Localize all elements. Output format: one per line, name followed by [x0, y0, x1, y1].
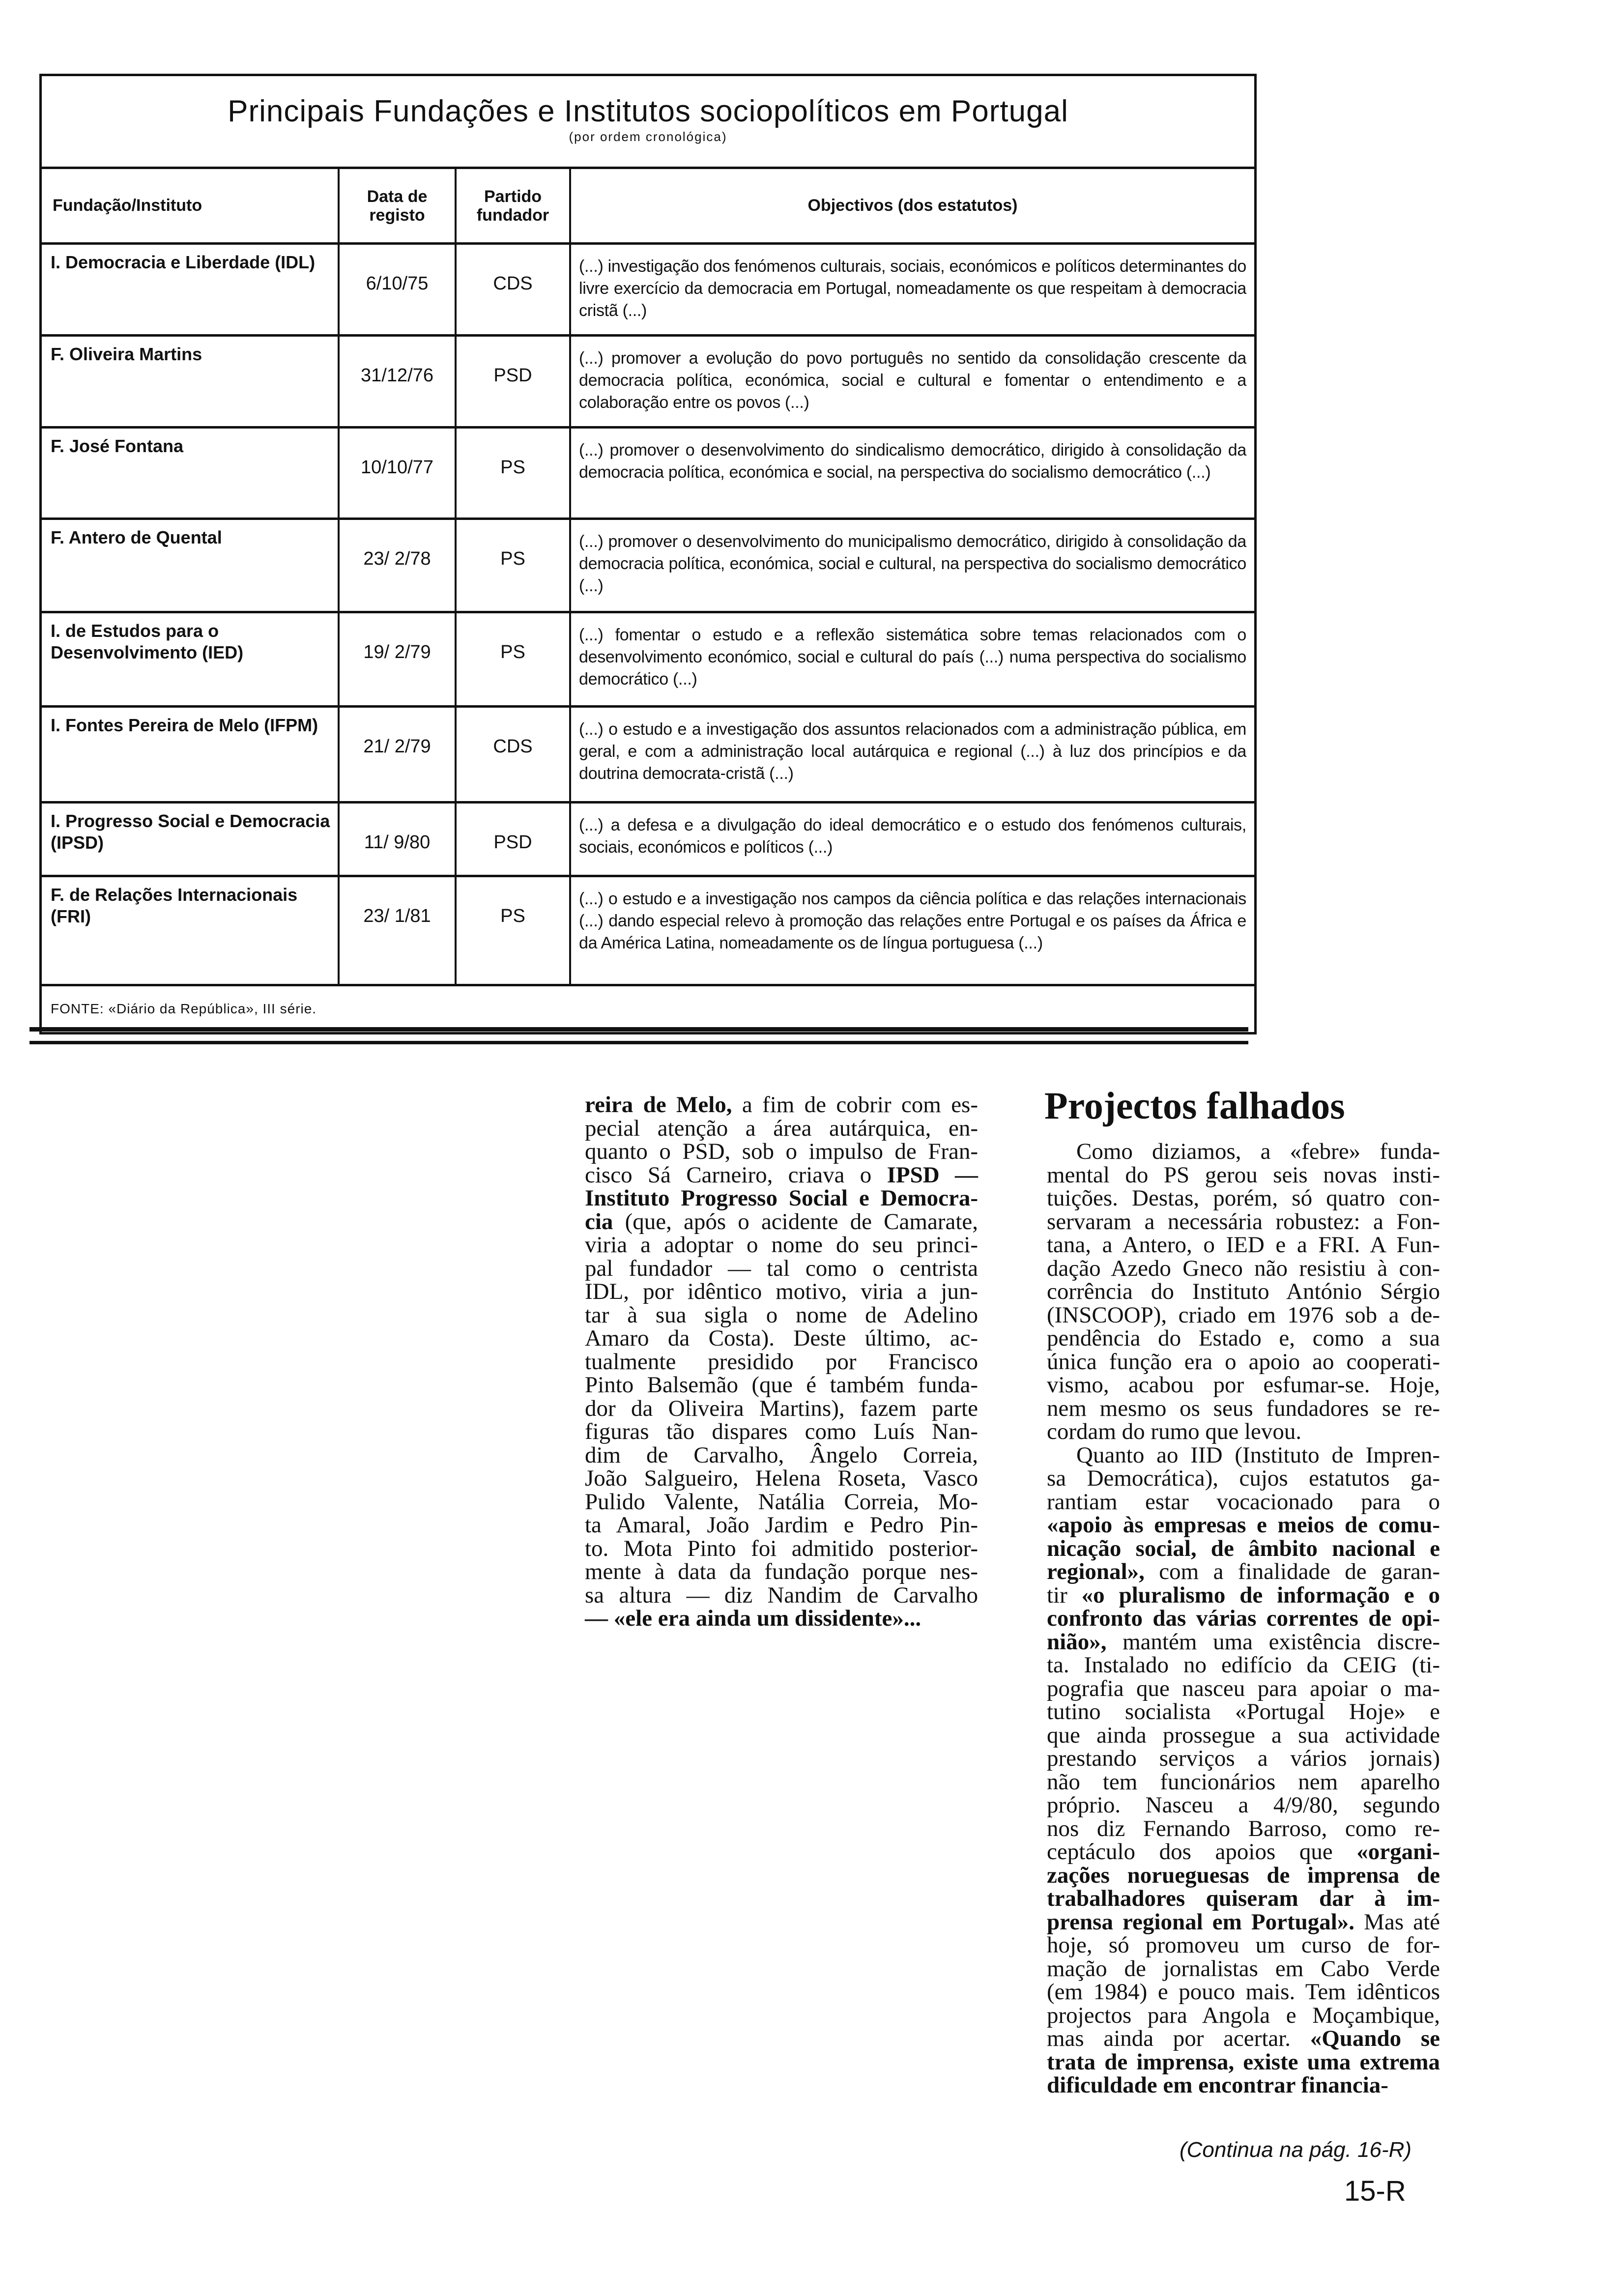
- foundation-name: F. de Relações Internacionais (FRI): [42, 877, 340, 984]
- text-line: [1047, 1327, 1440, 1350]
- table-row: [42, 245, 1254, 337]
- text-line: [1047, 1560, 1440, 1584]
- registration-date: 21/ 2/79: [340, 708, 457, 801]
- text-line: [1047, 2051, 1440, 2074]
- registration-date: 23/ 1/81: [340, 877, 457, 984]
- text-line: [1047, 1700, 1440, 1724]
- text-line: [1047, 1980, 1440, 2004]
- text-run: «o pluralismo de informação e o: [1081, 1582, 1440, 1608]
- text-run: prensa regional em Portugal».: [1047, 1909, 1355, 1935]
- text-run: nicação social, de âmbito nacional e: [1047, 1535, 1440, 1561]
- text-line: [585, 1140, 978, 1164]
- table-row: [42, 520, 1254, 613]
- text-run: cisco Sá Carneiro, criava o: [585, 1162, 887, 1188]
- text-run: mental do PS gerou seis novas insti-: [1047, 1162, 1440, 1188]
- founding-party: PSD: [457, 337, 571, 426]
- text-line: [1047, 1724, 1440, 1748]
- text-run: Como diziamos, a «febre» funda-: [1076, 1139, 1440, 1164]
- registration-date: 11/ 9/80: [340, 804, 457, 875]
- text-run: nos diz Fernando Barroso, como re-: [1047, 1815, 1440, 1841]
- text-line: [1047, 2027, 1440, 2051]
- founding-party: PS: [457, 520, 571, 611]
- text-line: [1047, 1420, 1440, 1444]
- text-line: [1047, 1957, 1440, 1981]
- text-run: Instituto Progresso Social e Democra-: [585, 1185, 978, 1211]
- text-line: [1047, 2004, 1440, 2028]
- text-run: pendência do Estado e, como a sua: [1047, 1325, 1440, 1351]
- foundation-name: I. Progresso Social e Democracia (IPSD): [42, 804, 340, 875]
- registration-date: 31/12/76: [340, 337, 457, 426]
- table-row: [42, 804, 1254, 877]
- text-line: [585, 1210, 978, 1234]
- foundation-name: I. Fontes Pereira de Melo (IFPM): [42, 708, 340, 801]
- text-run: nião»,: [1047, 1629, 1107, 1655]
- text-line: [1047, 1304, 1440, 1327]
- text-line: [1047, 1140, 1440, 1164]
- text-run: figuras tão dispares como Luís Nan-: [585, 1419, 978, 1444]
- text-run: «apoio às empresas e meios de comu-: [1047, 1512, 1440, 1538]
- table-source: FONTE: «Diário da República», III série.: [51, 1001, 317, 1016]
- text-run: dificuldade em encontrar financia-: [1047, 2072, 1388, 2098]
- text-run: hoje, só promoveu um curso de for-: [1047, 1932, 1440, 1958]
- text-run: não tem funcionários nem aparelho: [1047, 1769, 1440, 1795]
- text-run: pografia que nasceu para apoiar o ma-: [1047, 1675, 1440, 1701]
- text-line: [1047, 1794, 1440, 1817]
- text-line: [585, 1164, 978, 1187]
- text-run: dação Azedo Gneco não resistiu à con-: [1047, 1255, 1440, 1281]
- objective-text: (...) promover a evolução do povo português no sentido da consolidação crescente da democracia política, económica, social e cultural e fomentar o entendimento e a colaboração entre os povos (...): [579, 349, 1246, 412]
- text-run: Pulido Valente, Natália Correia, Mo-: [585, 1489, 978, 1515]
- text-line: [1047, 1491, 1440, 1514]
- text-run: confronto das várias correntes de opi-: [1047, 1606, 1440, 1631]
- article-column-left: [585, 1093, 978, 1631]
- text-line: [585, 1584, 978, 1607]
- header-objectives: Objectivos (dos estatutos): [807, 196, 1018, 215]
- text-run: quanto o PSD, sob o impulso de Fran-: [585, 1139, 978, 1164]
- text-line: [585, 1397, 978, 1421]
- section-heading: Projectos falhados: [1044, 1084, 1345, 1127]
- table-row: [42, 877, 1254, 986]
- text-run: nem mesmo os seus fundadores se re-: [1047, 1395, 1440, 1421]
- text-line: [1047, 1467, 1440, 1491]
- text-line: [1047, 1350, 1440, 1374]
- table-header-row: [42, 169, 1254, 245]
- text-run: «Quando se: [1310, 2026, 1440, 2051]
- text-line: [585, 1444, 978, 1467]
- founding-party: PS: [457, 429, 571, 517]
- text-line: [1047, 1514, 1440, 1537]
- foundation-name: F. José Fontana: [42, 429, 340, 517]
- text-run: Mas até: [1354, 1909, 1440, 1935]
- text-run: mação de jornalistas em Cabo Verde: [1047, 1955, 1440, 1981]
- text-line: [1047, 1747, 1440, 1771]
- text-line: [1047, 1444, 1440, 1467]
- text-run: com a finalidade de garan-: [1144, 1559, 1440, 1584]
- text-run: (que, após o acidente de Camarate,: [613, 1208, 978, 1234]
- text-line: [1047, 1864, 1440, 1888]
- text-line: [585, 1117, 978, 1141]
- registration-date: 19/ 2/79: [340, 613, 457, 705]
- text-run: tana, a Antero, o IED e a FRI. A Fun-: [1047, 1232, 1440, 1258]
- text-run: próprio. Nasceu a 4/9/80, segundo: [1047, 1792, 1440, 1818]
- text-line: [585, 1280, 978, 1304]
- foundation-name: I. Democracia e Liberdade (IDL): [42, 245, 340, 334]
- text-line: [585, 1514, 978, 1537]
- objective-text: (...) investigação dos fenómenos culturais, sociais, económicos e políticos determinantes do livre exercício da democracia em Portugal, nomeadamente os que respeitam à democracia cristã (...): [579, 257, 1246, 320]
- text-run: ta Amaral, João Jardim e Pedro Pin-: [585, 1512, 978, 1538]
- text-run: João Salgueiro, Helena Roseta, Vasco: [585, 1465, 978, 1491]
- objective-text: (...) promover o desenvolvimento do municipalismo democrático, dirigido à consolidação da democracia política, económica, social e cultural, na perspectiva do socialismo democrático (...): [579, 532, 1246, 595]
- text-run: mente à data da fundação porque nes-: [585, 1559, 978, 1584]
- founding-party: PSD: [457, 804, 571, 875]
- founding-party: PS: [457, 613, 571, 705]
- text-run: trata de imprensa, existe uma extrema: [1047, 2049, 1440, 2075]
- header-date: Data de registo: [340, 169, 457, 242]
- text-line: [1047, 1631, 1440, 1654]
- text-line: [1047, 1374, 1440, 1397]
- text-run: mantém uma existência discre-: [1106, 1629, 1440, 1655]
- table-body: [42, 245, 1254, 986]
- divider-rule: [29, 1041, 1248, 1044]
- text-run: tar à sua sigla o nome de Adelino: [585, 1302, 978, 1328]
- text-run: servaram a necessária robustez: a Fon-: [1047, 1208, 1440, 1234]
- text-run: to. Mota Pinto foi admitido posterior-: [585, 1535, 978, 1561]
- text-line: [1047, 1817, 1440, 1841]
- text-run: única função era o apoio ao cooperati-: [1047, 1349, 1440, 1375]
- text-run: Quanto ao IID (Instituto de Impren-: [1076, 1442, 1440, 1468]
- text-run: dim de Carvalho, Ângelo Correia,: [585, 1442, 978, 1468]
- text-line: [1047, 1771, 1440, 1794]
- text-run: rantiam estar vocacionado para o: [1047, 1489, 1440, 1515]
- text-run: trabalhadores quiseram dar à im-: [1047, 1886, 1440, 1911]
- text-run: — «ele era ainda um dissidente»...: [585, 1606, 921, 1631]
- registration-date: 6/10/75: [340, 245, 457, 334]
- table-subtitle: (por ordem cronológica): [569, 129, 727, 144]
- founding-party: CDS: [457, 245, 571, 334]
- text-line: [585, 1327, 978, 1350]
- header-party: Partido fundador: [457, 169, 571, 242]
- text-line: [1047, 1234, 1440, 1257]
- text-run: regional»,: [1047, 1559, 1145, 1584]
- text-line: [1047, 1840, 1440, 1864]
- founding-party: PS: [457, 877, 571, 984]
- text-run: (em 1984) e pouco mais. Tem idênticos: [1047, 1979, 1440, 2005]
- text-line: [1047, 1210, 1440, 1234]
- text-run: projectos para Angola e Moçambique,: [1047, 2002, 1440, 2028]
- text-run: a fim de cobrir com es-: [732, 1092, 978, 1118]
- text-line: [1047, 1257, 1440, 1281]
- text-run: mas ainda por acertar.: [1047, 2026, 1310, 2051]
- text-run: IPSD —: [887, 1162, 978, 1188]
- text-run: tuições. Destas, porém, só quatro con-: [1047, 1185, 1440, 1211]
- text-run: (INSCOOP), criado em 1976 sob a de-: [1047, 1302, 1440, 1328]
- text-run: sa altura — diz Nandim de Carvalho: [585, 1582, 978, 1608]
- text-run: prestando serviços a vários jornais): [1047, 1746, 1440, 1771]
- text-run: tutino socialista «Portugal Hoje» e: [1047, 1699, 1440, 1724]
- registration-date: 10/10/77: [340, 429, 457, 517]
- text-line: [585, 1607, 978, 1631]
- table-row: [42, 613, 1254, 708]
- objective-text: (...) o estudo e a investigação dos assuntos relacionados com a administração pública, em geral, e com a administração local autárquica e regional (...) à luz dos princípios e da doutrina democrata-cristã (...): [579, 720, 1246, 783]
- table-row: [42, 337, 1254, 429]
- text-run: Amaro da Costa). Deste último, ac-: [585, 1325, 978, 1351]
- text-line: [585, 1491, 978, 1514]
- foundation-name: F. Oliveira Martins: [42, 337, 340, 426]
- text-run: corrência do Instituto António Sérgio: [1047, 1279, 1440, 1304]
- article-column-right: [1047, 1140, 1440, 2097]
- text-line: [1047, 1654, 1440, 1677]
- text-line: [1047, 1607, 1440, 1631]
- foundation-name: I. de Estudos para o Desenvolvimento (IED): [42, 613, 340, 705]
- text-line: [585, 1257, 978, 1281]
- text-line: [1047, 1280, 1440, 1304]
- foundations-table: [39, 74, 1257, 1034]
- table-title: Principais Fundações e Institutos sociopolíticos em Portugal: [228, 94, 1068, 128]
- text-line: [1047, 1187, 1440, 1210]
- objective-text: (...) o estudo e a investigação nos campos da ciência política e das relações internacionais (...) dando especial relevo à promoção das relações entre Portugal e os países da África e da América Latina, nomeadamente os de língua portuguesa (...): [579, 890, 1246, 952]
- page-number: 15-R: [1344, 2175, 1406, 2207]
- text-line: [1047, 2074, 1440, 2097]
- text-line: [585, 1187, 978, 1210]
- text-line: [585, 1467, 978, 1491]
- text-run: zações norueguesas de imprensa de: [1047, 1862, 1440, 1888]
- text-run: dor da Oliveira Martins), fazem parte: [585, 1395, 978, 1421]
- text-line: [1047, 1934, 1440, 1957]
- header-foundation: Fundação/Instituto: [42, 169, 340, 242]
- text-line: [1047, 1887, 1440, 1911]
- text-run: tir: [1047, 1582, 1082, 1608]
- objective-text: (...) a defesa e a divulgação do ideal democrático e o estudo dos fenómenos culturais, sociais, económicos e políticos (...): [579, 816, 1246, 857]
- text-run: pecial atenção a área autárquica, en-: [585, 1115, 978, 1141]
- text-run: viria a adoptar o nome do seu princi-: [585, 1232, 978, 1258]
- text-run: reira de Melo,: [585, 1092, 732, 1118]
- text-run: vismo, acabou por esfumar-se. Hoje,: [1047, 1372, 1440, 1398]
- table-row: [42, 708, 1254, 804]
- text-line: [1047, 1537, 1440, 1561]
- text-run: cia: [585, 1208, 613, 1234]
- registration-date: 23/ 2/78: [340, 520, 457, 611]
- text-line: [585, 1374, 978, 1397]
- text-line: [585, 1420, 978, 1444]
- foundation-name: F. Antero de Quental: [42, 520, 340, 611]
- text-line: [585, 1350, 978, 1374]
- text-line: [585, 1304, 978, 1327]
- text-line: [1047, 1677, 1440, 1701]
- text-run: Pinto Balsemão (que é também funda-: [585, 1372, 978, 1398]
- text-run: ceptáculo dos apoios que: [1047, 1839, 1357, 1865]
- text-run: cordam do rumo que levou.: [1047, 1419, 1302, 1444]
- text-run: pal fundador — tal como o centrista: [585, 1255, 978, 1281]
- text-run: que ainda prossegue a sua actividade: [1047, 1722, 1440, 1748]
- text-line: [1047, 1397, 1440, 1421]
- text-line: [1047, 1911, 1440, 1934]
- objective-text: (...) promover o desenvolvimento do sindicalismo democrático, dirigido à consolidação da democracia política, económica e social, na perspectiva do socialismo democrático (...): [579, 441, 1246, 482]
- table-title-area: [42, 76, 1254, 169]
- table-row: [42, 429, 1254, 520]
- text-line: [585, 1234, 978, 1257]
- text-line: [585, 1537, 978, 1561]
- text-run: sa Democrática), cujos estatutos ga-: [1047, 1465, 1440, 1491]
- founding-party: CDS: [457, 708, 571, 801]
- text-line: [1047, 1584, 1440, 1607]
- text-line: [585, 1560, 978, 1584]
- text-run: tualmente presidido por Francisco: [585, 1349, 978, 1375]
- continued-note: (Continua na pág. 16-R): [1180, 2138, 1412, 2162]
- text-run: IDL, por idêntico motivo, viria a jun-: [585, 1279, 978, 1304]
- objective-text: (...) fomentar o estudo e a reflexão sistemática sobre temas relacionados com o desenvolvimento económico, social e cultural do país (...) numa perspectiva do socialismo democrático (...): [579, 626, 1246, 689]
- divider-rule: [29, 1027, 1248, 1032]
- text-line: [585, 1093, 978, 1117]
- text-run: ta. Instalado no edifício da CEIG (ti-: [1047, 1652, 1440, 1678]
- text-line: [1047, 1164, 1440, 1187]
- text-run: «organi-: [1356, 1839, 1440, 1865]
